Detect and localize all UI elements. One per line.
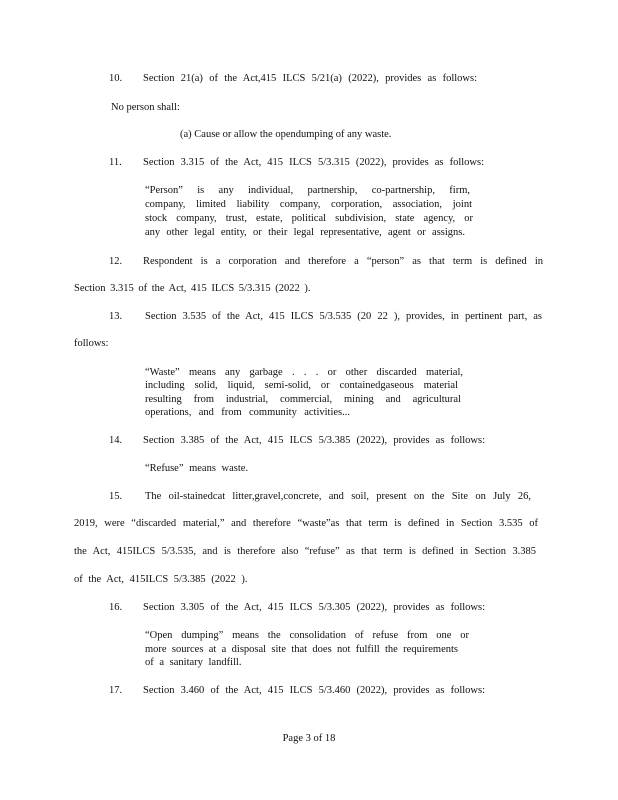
paragraph-text: Respondent is a corporation and therefore a “person” as that term is defined in — [143, 256, 543, 267]
paragraph-text: Section 21(a) of the Act,415 ILCS 5/21(a) (2022), provides as follows: — [143, 73, 477, 84]
block-quote-line: “Waste” means any garbage . . . or other discarded material, — [145, 367, 463, 378]
paragraph-number: 12. — [109, 256, 123, 267]
block-quote-line: any other legal entity, or their legal representative, agent or assigns. — [145, 227, 465, 238]
paragraph-text: 2019, were “discarded material,” and therefore “waste”as that term is defined in Section 3.535 of — [74, 518, 538, 529]
paragraph-text: Section 3.535 of the Act, 415 ILCS 5/3.535 (20 22 ), provides, in pertinent part, as — [145, 311, 542, 322]
quote-intro: No person shall: — [111, 102, 180, 113]
block-quote-line: “Person” is any individual, partnership, co-partnership, firm, — [145, 185, 470, 196]
paragraph-number: 11. — [109, 157, 122, 168]
paragraph-text: Section 3.315 of the Act, 415 ILCS 5/3.315 (2022 ). — [74, 283, 311, 294]
block-quote-line: resulting from industrial, commercial, mining and agricultural — [145, 394, 461, 405]
paragraph-number: 17. — [109, 685, 123, 696]
paragraph-text: The oil-stainedcat litter,gravel,concrete, and soil, present on the Site on July 26, — [145, 491, 531, 502]
paragraph-text: Section 3.305 of the Act, 415 ILCS 5/3.305 (2022), provides as follows: — [143, 602, 485, 613]
block-quote-line: “Refuse” means waste. — [145, 463, 249, 474]
paragraph-number: 16. — [109, 602, 123, 613]
paragraph-text: Section 3.315 of the Act, 415 ILCS 5/3.315 (2022), provides as follows: — [143, 157, 484, 168]
paragraph-number: 14. — [109, 435, 123, 446]
block-quote-line: stock company, trust, estate, political subdivision, state agency, or — [145, 213, 473, 224]
quote-item: (a) Cause or allow the opendumping of any waste. — [180, 129, 392, 140]
block-quote-line: operations, and from community activities... — [145, 407, 350, 418]
paragraph-text: of the Act, 415ILCS 5/3.385 (2022 ). — [74, 574, 248, 585]
paragraph-text: Section 3.460 of the Act, 415 ILCS 5/3.460 (2022), provides as follows: — [143, 685, 485, 696]
paragraph-number: 15. — [109, 491, 123, 502]
block-quote-line: of a sanitary landfill. — [145, 657, 242, 668]
block-quote-line: “Open dumping” means the consolidation of refuse from one or — [145, 630, 469, 641]
block-quote-line: more sources at a disposal site that does not fulfill the requirements — [145, 644, 458, 655]
block-quote-line: including solid, liquid, semi-solid, or containedgaseous material — [145, 380, 458, 391]
page-footer: Page 3 of 18 — [282, 733, 336, 744]
paragraph-text: the Act, 415ILCS 5/3.535, and is therefore also “refuse” as that term is defined in Section 3.385 — [74, 546, 536, 557]
paragraph-text: follows: — [74, 338, 109, 349]
paragraph-number: 10. — [109, 73, 123, 84]
paragraph-number: 13. — [109, 311, 123, 322]
block-quote-line: company, limited liability company, corporation, association, joint — [145, 199, 472, 210]
paragraph-text: Section 3.385 of the Act, 415 ILCS 5/3.385 (2022), provides as follows: — [143, 435, 485, 446]
